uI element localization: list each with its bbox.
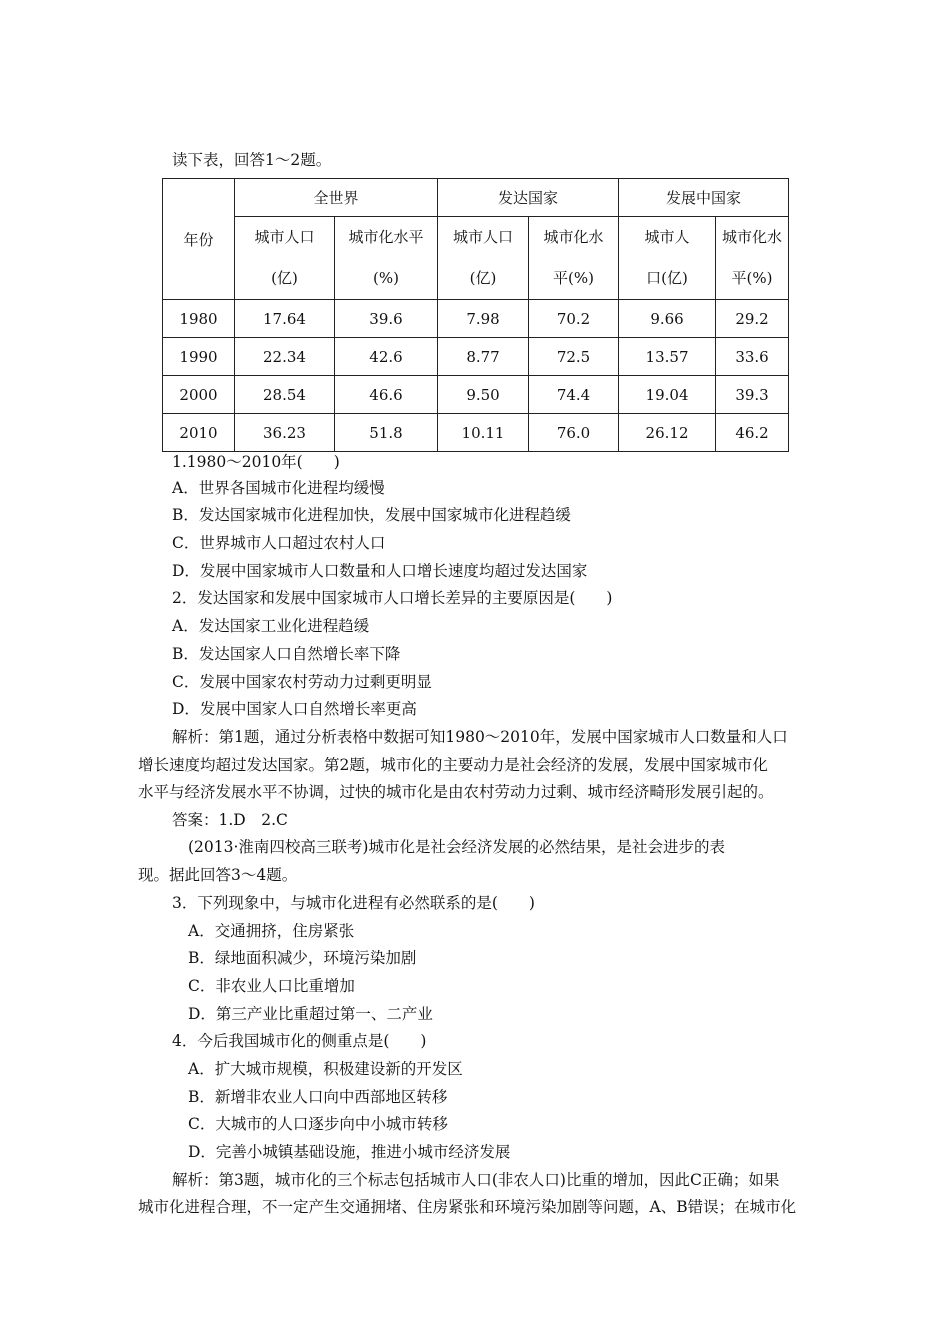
cell: 29.2 [716,300,789,338]
urbanization-table [162,178,789,452]
cell: 70.2 [529,300,619,338]
passage-intro-line-2: 现。据此回答3～4题。 [138,866,298,884]
question-1-stem: 1.1980～2010年( ) [172,453,340,471]
question-3-option-d: D．第三产业比重超过第一、二产业 [188,1005,433,1023]
analysis-2-line-1: 解析：第3题，城市化的三个标志包括城市人口(非农人口)比重的增加，因此C正确；如果 [172,1171,780,1189]
cell: 76.0 [529,414,619,452]
cell: 10.11 [438,414,529,452]
group-developing: 发展中国家 [619,179,789,217]
question-4-option-c: C．大城市的人口逐步向中小城市转移 [188,1115,448,1133]
subheader-cell: 城市化水平 (%) [335,217,438,300]
cell: 9.50 [438,376,529,414]
question-2-option-d: D．发展中国家人口自然增长率更高 [172,700,417,718]
question-4-option-a: A．扩大城市规模，积极建设新的开发区 [188,1060,463,1078]
cell: 7.98 [438,300,529,338]
cell: 51.8 [335,414,438,452]
group-developed: 发达国家 [438,179,619,217]
cell: 8.77 [438,338,529,376]
cell: 22.34 [235,338,335,376]
question-3-option-b: B．绿地面积减少，环境污染加剧 [188,949,417,967]
analysis-1-line-2: 增长速度均超过发达国家。第2题，城市化的主要动力是社会经济的发展，发展中国家城市化 [138,756,768,774]
cell: 72.5 [529,338,619,376]
subheader-cell: 城市人口 (亿) [235,217,335,300]
question-2-option-a: A．发达国家工业化进程趋缓 [172,617,370,635]
question-2-stem: 2．发达国家和发展中国家城市人口增长差异的主要原因是( ) [172,589,613,607]
question-4-option-d: D．完善小城镇基础设施，推进小城市经济发展 [188,1143,511,1161]
analysis-1-line-3: 水平与经济发展水平不协调，过快的城市化是由农村劳动力过剩、城市经济畸形发展引起的。 [138,783,774,801]
cell: 17.64 [235,300,335,338]
cell: 74.4 [529,376,619,414]
cell: 42.6 [335,338,438,376]
question-3-option-c: C．非农业人口比重增加 [188,977,355,995]
subheader-cell: 城市人口 (亿) [438,217,529,300]
question-1-option-c: C．世界城市人口超过农村人口 [172,534,386,552]
group-world: 全世界 [235,179,438,217]
question-1-option-b: B．发达国家城市化进程加快，发展中国家城市化进程趋缓 [172,506,571,524]
cell: 28.54 [235,376,335,414]
analysis-2-line-2: 城市化进程合理，不一定产生交通拥堵、住房紧张和环境污染加剧等问题，A、B错误；在城市化 [138,1198,797,1216]
question-3-stem: 3．下列现象中，与城市化进程有必然联系的是( ) [172,894,535,912]
subheader-cell: 城市人 口(亿) [619,217,716,300]
question-3-option-a: A．交通拥挤，住房紧张 [188,922,355,940]
year-header: 年份 [163,179,235,300]
cell: 46.6 [335,376,438,414]
cell: 39.3 [716,376,789,414]
cell: 46.2 [716,414,789,452]
cell: 33.6 [716,338,789,376]
cell: 26.12 [619,414,716,452]
cell: 19.04 [619,376,716,414]
passage-intro-line-1: (2013·淮南四校高三联考)城市化是社会经济发展的必然结果，是社会进步的表 [188,838,725,856]
question-1-option-d: D．发展中国家城市人口数量和人口增长速度均超过发达国家 [172,562,588,580]
table-row [163,414,789,452]
table-intro: 读下表，回答1～2题。 [172,151,332,169]
question-4-option-b: B．新增非农业人口向中西部地区转移 [188,1088,448,1106]
analysis-1-line-1: 解析：第1题，通过分析表格中数据可知1980～2010年，发展中国家城市人口数量和人口 [172,728,788,746]
question-2-option-c: C．发展中国家农村劳动力过剩更明显 [172,673,432,691]
table-row [163,376,789,414]
answer-1: 答案：1.D 2.C [172,811,288,829]
cell: 36.23 [235,414,335,452]
question-2-option-b: B．发达国家人口自然增长率下降 [172,645,401,663]
table-row [163,300,789,338]
cell: 1990 [163,338,235,376]
question-4-stem: 4．今后我国城市化的侧重点是( ) [172,1032,427,1050]
cell: 2010 [163,414,235,452]
subheader-cell: 城市化水 平(%) [529,217,619,300]
question-1-option-a: A．世界各国城市化进程均缓慢 [172,479,385,497]
table-row [163,338,789,376]
cell: 2000 [163,376,235,414]
cell: 39.6 [335,300,438,338]
cell: 9.66 [619,300,716,338]
subheader-cell: 城市化水 平(%) [716,217,789,300]
cell: 13.57 [619,338,716,376]
cell: 1980 [163,300,235,338]
